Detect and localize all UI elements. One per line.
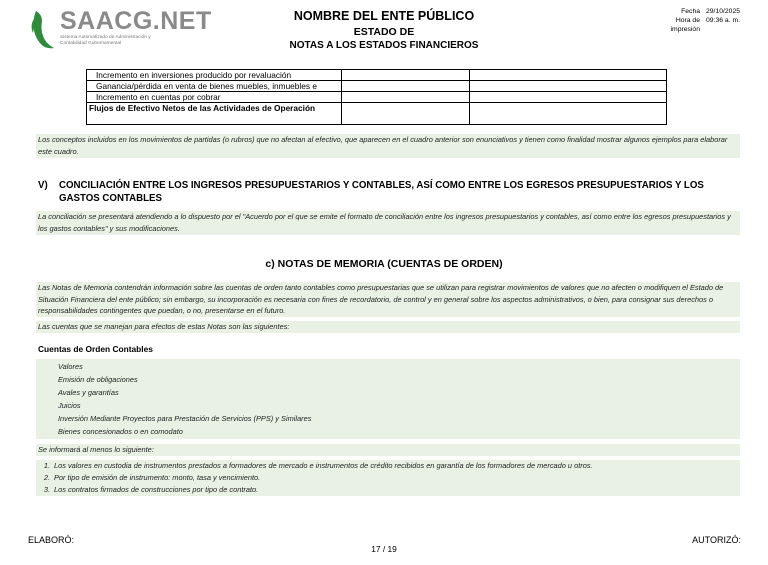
numbered-item-number: 3. [43,485,50,494]
date-label: Fecha [681,8,700,15]
numbered-item-text: Los contratos firmados de construcciones por tipo de contrato. [54,485,259,494]
section-v-number: V) [38,180,48,191]
table-cell-empty [470,81,667,92]
numbered-item [36,484,740,496]
numbered-list [36,460,740,496]
table-row [87,70,667,81]
concepts-note [36,134,740,158]
accounts-subheading: Cuentas de Orden Contables [38,344,153,354]
memoria-title: c) NOTAS DE MEMORIA (CUENTAS DE ORDEN) [265,258,503,270]
inform-line [36,444,740,456]
table-cell-concept: Incremento en inversiones producido por revaluación [87,70,342,81]
accounts-line [36,321,740,333]
table-cell-empty [342,81,470,92]
memoria-intro [36,282,740,317]
table-cell-total-label: Flujos de Efectivo Netos de las Actividades de Operación [87,103,342,125]
section-v-title: CONCILIACIÓN ENTRE LOS INGRESOS PRESUPUESTARIOS Y CONTABLES, ASÍ COMO ENTRE LOS EGRESOS PRESUPUESTARIOS Y LOS GASTOS CONTABLES [59,180,704,204]
date-value: 29/10/2025 [706,8,741,15]
table-cell-empty [342,103,470,125]
numbered-item-text: Por tipo de emisión de instrumento: monto, tasa y vencimiento. [54,473,261,482]
table-row [87,92,667,103]
authorized-by-label: AUTORIZÓ: [692,535,741,545]
numbered-item [36,460,740,472]
numbered-item-text: Los valores en custodia de instrumentos prestados a formadores de mercado e instrumentos de crédito recibidos en garantía de los formadores de mercado u otros. [54,461,593,470]
table-cell-empty [470,103,667,125]
concepts-note-text: Los conceptos incluidos en los movimientos de partidas (o rubros) que no afectan al efectivo, que aparecen en el cuadro anterior son enunciativos y tienen como finalidad mostrar algunos ejemplos para elaborar este cuadro. [38,135,728,156]
logo-subtitle-line1: Sistema Automatizado de Administración y [60,35,151,40]
memoria-intro-text: Las Notas de Memoria contendrán información sobre las cuentas de orden tanto contables como presupuestarias que se utilizan para registrar movimientos de valores que no afecten o modifiquen el Estado de Situación Financiera del ente público; sin embargo, su incorporación es necesaria con fines de recordatorio, de control y en general sobre los aspectos administrativos, o bien, para consignar sus derechos o responsabilidades contingentes que puedan, o no, presentarse en el futuro. [38,283,724,315]
table-cell-empty [470,92,667,103]
list-item: Bienes concesionados o en comodato [58,427,183,436]
logo-wordmark: SAACG.NET [60,7,212,35]
table-cell-concept: Incremento en cuentas por cobrar [87,92,342,103]
list-item: Emisión de obligaciones [58,375,138,384]
table-cell-empty [342,92,470,103]
numbered-item [36,472,740,484]
list-item: Avales y garantías [58,388,119,397]
list-item: Inversión Mediante Proyectos para Prestación de Servicios (PPS) y Similares [58,414,312,423]
section-v-heading [38,180,744,205]
logo-subtitle-line2: Contabilidad Gubernamental [60,41,122,46]
section-v-note [36,211,740,235]
list-item: Valores [58,362,83,371]
table-cell-empty [470,70,667,81]
table-cell-concept: Ganancia/pérdida en venta de bienes muebles, inmuebles e [87,81,342,92]
entity-title: NOMBRE DEL ENTE PÚBLICO [293,9,475,23]
page-number: 17 / 19 [371,544,397,554]
section-v-text: La conciliación se presentará atendiendo a lo dispuesto por el "Acuerdo por el que se emite el formato de conciliación entre los ingresos presupuestarios y contables, así como entre los egresos presupuestarios y los gastos contables" y sus modificaciones. [38,212,731,233]
prepared-by-label: ELABORÓ: [28,535,75,545]
notes-title: NOTAS A LOS ESTADOS FINANCIEROS [289,40,479,51]
print-time-value: 09:36 a. m. [706,17,741,24]
print-meta [646,7,768,34]
table-row [87,81,667,92]
table-row-total [87,103,667,125]
print-time-label: Hora de impresión [670,17,700,33]
inform-line-text: Se informará al menos lo siguiente: [38,445,154,454]
numbered-item-number: 2. [43,473,50,482]
cash-flow-table [86,69,667,125]
numbered-item-number: 1. [43,461,50,470]
list-item: Juicios [58,401,81,410]
statement-title: ESTADO DE [353,26,415,38]
accounts-list [36,359,740,439]
table-cell-empty [342,70,470,81]
accounts-line-text: Las cuentas que se manejan para efectos de estas Notas son las siguientes: [38,322,290,331]
